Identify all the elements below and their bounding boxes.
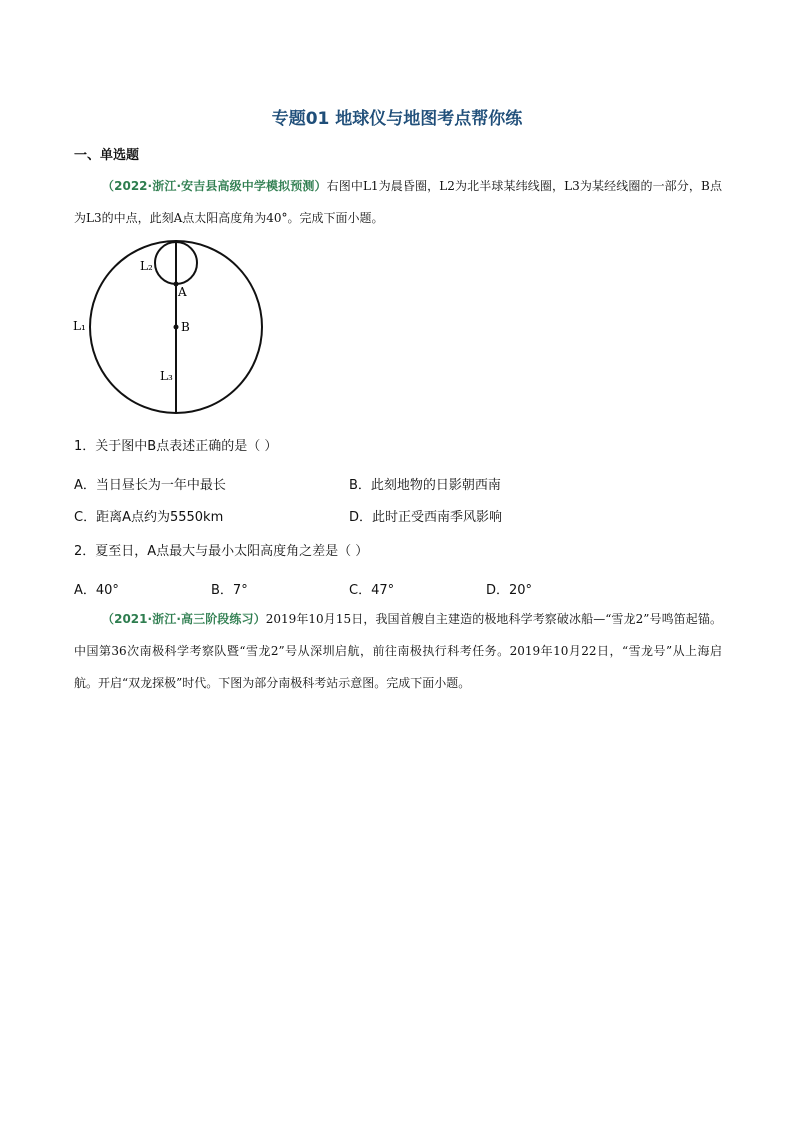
question-1-option-a[interactable]: A．当日昼长为一年中最长 — [74, 478, 226, 493]
question-2-option-d[interactable]: D．20° — [486, 583, 533, 598]
page-title: 专题01 地球仪与地图考点帮你练 — [271, 109, 523, 129]
point-b — [174, 325, 179, 330]
question-2-option-c[interactable]: C．47° — [349, 583, 395, 598]
diagram — [70, 240, 270, 420]
question-1-stem: 1．关于图中B点表述正确的是（ ） — [74, 439, 278, 454]
label-l2: L₂ — [140, 259, 153, 273]
label-b: B — [181, 320, 190, 334]
section-heading: 一、单选题 — [74, 148, 140, 163]
question-1-option-c[interactable]: C．距离A点约为5550km — [74, 510, 224, 525]
question-1-option-d[interactable]: D．此时正受西南季风影响 — [349, 510, 503, 525]
passage-1-source: （2022·浙江·安吉县高级中学模拟预测） — [102, 179, 327, 193]
question-2-option-a[interactable]: A．40° — [74, 583, 119, 598]
passage-1 — [74, 170, 722, 234]
label-a: A — [178, 285, 187, 299]
passage-2 — [74, 603, 722, 699]
question-2-stem: 2．夏至日，A点最大与最小太阳高度角之差是（ ） — [74, 544, 369, 559]
question-1-option-b[interactable]: B．此刻地物的日影朝西南 — [349, 478, 501, 493]
label-l3: L₃ — [160, 369, 173, 383]
passage-2-text: 2019年10月15日，我国首艘自主建造的极地科学考察破冰船—“雪龙2”号鸣笛起锚。中国第36次南极科学考察队暨“雪龙2”号从深圳启航，前往南极执行科考任务。2019年10月22日，“雪龙号”从上海启航。开启“双龙探极”时代。下图为部分南极科考站示意图。完成下面小题。 — [74, 612, 722, 690]
question-2-option-b[interactable]: B．7° — [211, 583, 248, 598]
label-l1: L₁ — [73, 319, 86, 333]
passage-1-text: 右图中L1为晨昏圈，L2为北半球某纬线圈，L3为某经线圈的一部分，B点为L3的中点，此刻A点太阳高度角为40°。完成下面小题。 — [74, 179, 722, 225]
passage-2-source: （2021·浙江·高三阶段练习） — [102, 612, 266, 626]
